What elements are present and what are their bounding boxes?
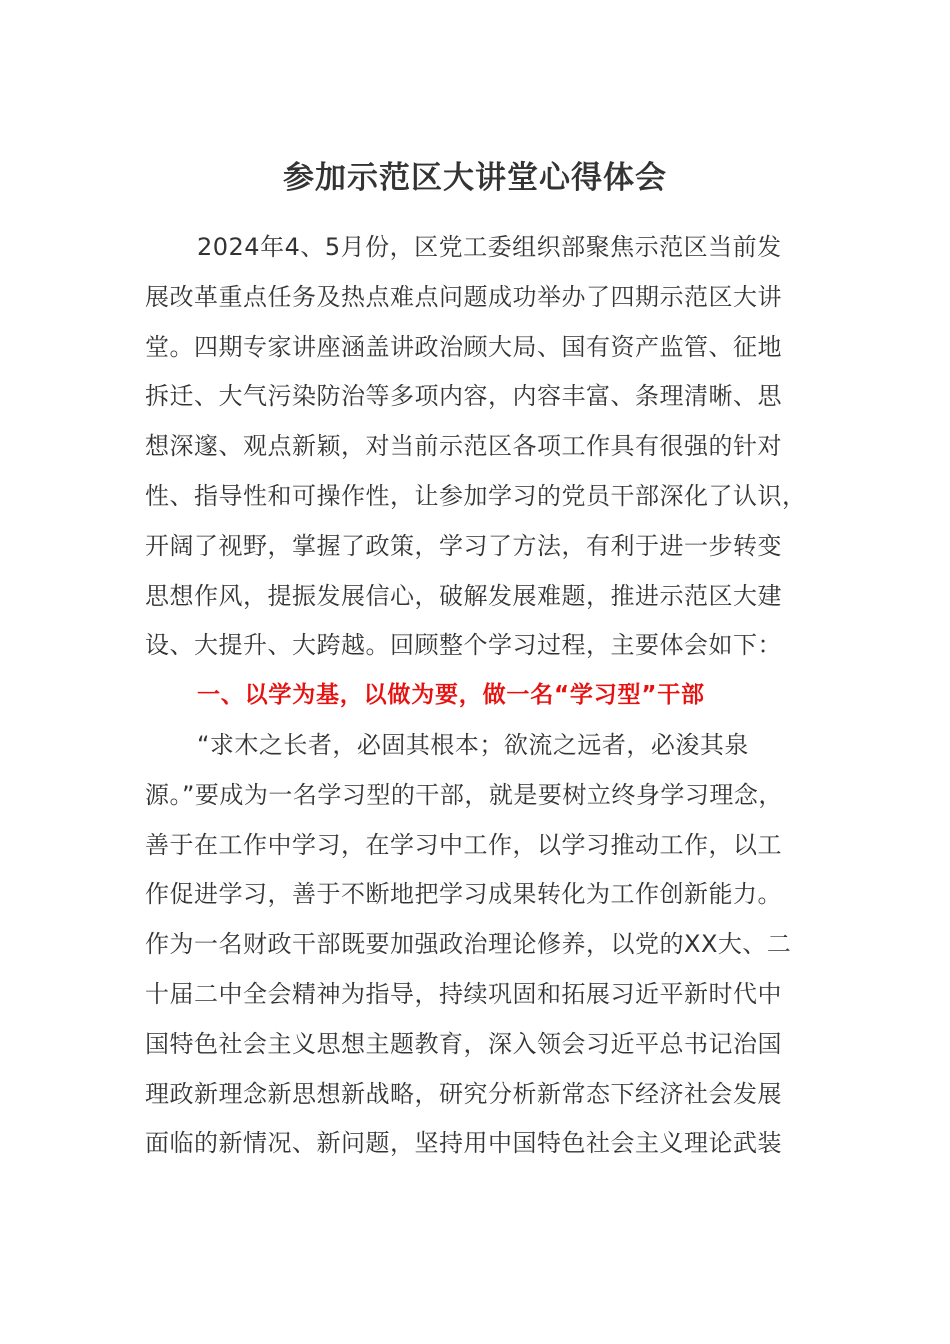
paragraph-line: 2024年4、5月份，区党工委组织部聚焦示范区当前发 — [197, 233, 782, 261]
paragraph-line: 十届二中全会精神为指导，持续巩固和拓展习近平新时代中 — [145, 979, 782, 1008]
paragraph-line: 性、指导性和可操作性，让参加学习的党员干部深化了认识， — [145, 481, 807, 510]
paragraph-line: 开阔了视野，掌握了政策，学习了方法，有利于进一步转变 — [145, 531, 782, 560]
paragraph-line: 设、大提升、大跨越。回顾整个学习过程，主要体会如下： — [145, 631, 782, 660]
paragraph-line: 想深邃、观点新颖，对当前示范区各项工作具有很强的针对 — [145, 432, 782, 461]
paragraph-line: 思想作风，提振发展信心，破解发展难题，推进示范区大建 — [145, 581, 782, 610]
paragraph-line: 展改革重点任务及热点难点问题成功举办了四期示范区大讲 — [145, 282, 782, 311]
paragraph-line: 国特色社会主义思想主题教育，深入领会习近平总书记治国 — [145, 1029, 782, 1058]
paragraph-line: 堂。四期专家讲座涵盖讲政治顾大局、国有资产监管、征地 — [145, 332, 782, 361]
paragraph-line: 理政新理念新思想新战略，研究分析新常态下经济社会发展 — [145, 1079, 782, 1108]
document-title: 参加示范区大讲堂心得体会 — [283, 160, 667, 196]
paragraph-line: 面临的新情况、新问题，坚持用中国特色社会主义理论武装 — [145, 1129, 782, 1158]
section-heading: 一、以学为基，以做为要，做一名“学习型”干部 — [197, 682, 705, 709]
paragraph-line: 善于在工作中学习，在学习中工作，以学习推动工作，以工 — [145, 830, 782, 859]
paragraph-line: 作促进学习，善于不断地把学习成果转化为工作创新能力。 — [145, 880, 782, 909]
paragraph-line: 拆迁、大气污染防治等多项内容，内容丰富、条理清晰、思 — [145, 382, 782, 411]
document-body — [145, 223, 810, 1169]
paragraph-line: 源。”要成为一名学习型的干部，就是要树立终身学习理念， — [145, 780, 783, 809]
paragraph-line: “求木之长者，必固其根本；欲流之远者，必浚其泉 — [197, 730, 749, 759]
paragraph-line: 作为一名财政干部既要加强政治理论修养，以党的XX大、二 — [145, 930, 792, 959]
